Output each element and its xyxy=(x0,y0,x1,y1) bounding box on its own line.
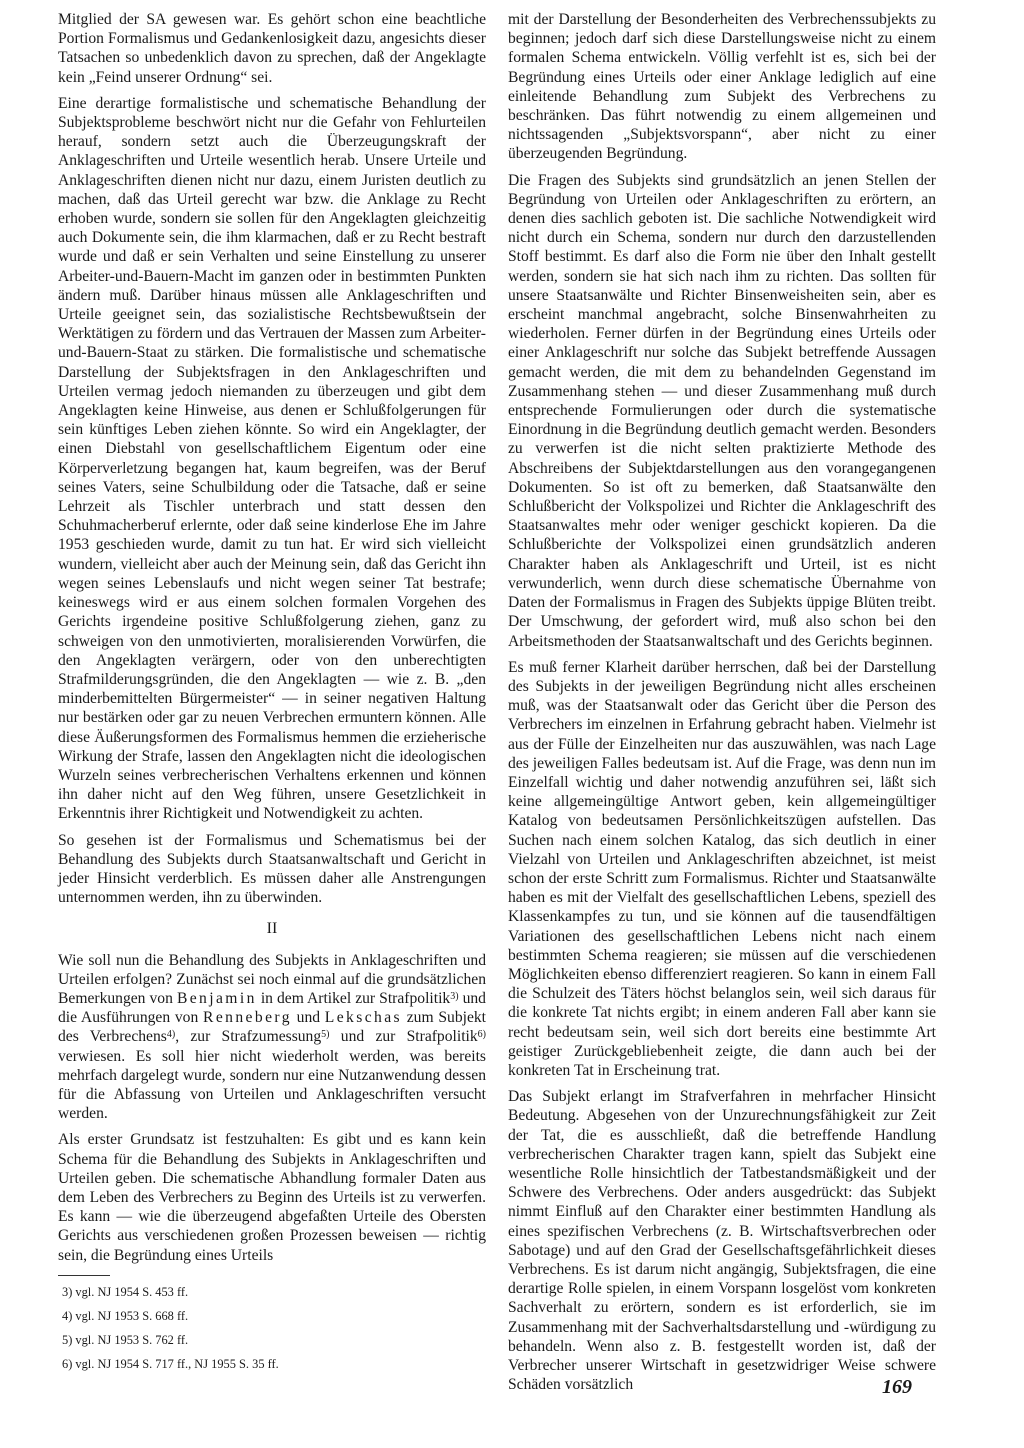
footnote-ref: 5) xyxy=(321,1029,330,1041)
footnote-ref: 3) xyxy=(450,990,459,1002)
footnote-divider xyxy=(58,1275,110,1276)
footnote: 6) vgl. NJ 1954 S. 717 ff., NJ 1955 S. 35 ff. xyxy=(62,1356,279,1371)
right-column xyxy=(508,10,936,1401)
page-number: 169 xyxy=(882,1376,912,1398)
paragraph: mit der Darstellung der Besonderheiten des Verbrechenssubjekts zu beginnen; jedoch darf sich diese Darstellungsweise nicht zu einem formalen Schema entwickeln. Völlig verfehlt ist es, sich bei der Begründung eines Urteils oder einer Anklage lediglich auf eine einleitende Behandlung zum Subjekt des Verbrechens zu beschränken. Das führt notwendig zu einem allgemeinen und nichtssagenden „Subjektsvorspann“, aber nicht zu einer überzeugenden Begründung. xyxy=(508,11,936,163)
paragraph: Mitglied der SA gewesen war. Es gehört schon eine beachtliche Portion Formalismus und Gedankenlosigkeit dazu, angesichts dieser Tatsachen so unbedenklich davon zu sprechen, daß der Angeklagte kein „Feind unserer Ordnung“ sei. xyxy=(58,11,486,86)
paragraph: So gesehen ist der Formalismus und Schematismus bei der Behandlung des Subjekts durch Staatsanwaltschaft und Gericht in jeder Hinsicht verderblich. Es müssen daher alle Anstrengungen unternommen werden, ihn zu überwinden. xyxy=(58,831,486,907)
section-heading: II xyxy=(266,920,278,938)
paragraph: Als erster Grundsatz ist festzuhalten: Es gibt und es kann kein Schema für die Behandlung des Subjekts in Anklageschriften und Urteilen geben. Die schematische Abhandlung formaler Daten aus dem Leben des Verbrechers zu Beginn des Urteils ist zu verwerfen. Es kann — wie die überzeugend abgefaßten Urteile des Obersten Gerichts aus verschiedenen großen Prozessen beweisen — richtig sein, die Begründung eines Urteils xyxy=(58,1131,486,1264)
author-name-renneberg: Renneberg xyxy=(203,1009,292,1027)
author-name-benjamin: Benjamin xyxy=(176,989,257,1007)
footnote: 5) vgl. NJ 1953 S. 762 ff. xyxy=(62,1332,189,1347)
paragraph: Wie soll nun die Behandlung des Subjekts in Anklageschriften und Urteilen erfolgen? Zunächst sei noch einmal auf die grundsätzlichen Bemerkungen von Benjamin in dem Artikel zur Strafpolitik$^{3)}$ und die Ausführungen von Renneberg und Lekschas zum Subjekt des Verbrechens$^{4)}$, zur Strafzumessung$^{5)}$ und zur Strafpolitik$^{6)}$ verwiesen. Es soll hier nicht wiederholt werden, was bereits mehrfach dargelegt wurde, sondern nur eine Nutzanwendung dessen für die Abfassung von Urteilen und Anklageschriften versucht werden. xyxy=(58,951,486,1123)
author-name-lekschas: Lekschas xyxy=(324,1009,403,1027)
paragraph: Es muß ferner Klarheit darüber herrschen, daß bei der Darstellung des Subjekts in der jeweiligen Begründung nicht alles erscheinen muß, was der Staatsanwalt oder das Gericht über die Person des Verbrechers im einzelnen in Erfahrung gebracht haben. Vielmehr ist aus der Fülle der Einzelheiten nur das auszuwählen, was nach Lage des jeweiligen Falles bedeutsam ist. Auf die Frage, was denn nun im Einzelfall wichtig und daher notwendig anzuführen sei, läßt sich keine allgemeingültige Antwort geben, kein allgemeingültiger Katalog von bedeutsamen Persönlichkeitszügen aufstellen. Das Suchen nach einem solchen Katalog, das sich deutlich in einer Vielzahl von Urteilen und Anklageschriften abzeichnet, ist meist schon der erste Schritt zum Formalismus. Richter und Staatsanwälte haben es mit der Vielfalt des gesellschaftlichen Lebens, speziell des Klassenkampfes zu tun, und sie können auf die tausendfältigen Variationen des gesellschaftlichen Lebens nicht nach einem bestimmten Schema reagieren; sie müssen auf die verschiedenen Möglichkeiten ebenso differenziert reagieren. So kann in einem Fall die Schulzeit des Täters höchst belanglos sein, weil sich daraus für die konkrete Tat nichts ergibt; in einem anderen Fall aber kann sie recht bedeutsam sein, weil sich dort bereits eine bestimmte Art geistiger Zurückgebliebenheit zeigte, die dann auch bei der konkreten Tat in Erscheinung trat. xyxy=(508,658,936,1079)
paragraph: Das Subjekt erlangt im Strafverfahren in mehrfacher Hinsicht Bedeutung. Abgesehen von der Unzurechnungsfähigkeit zur Zeit der Tat, die es ausschließt, daß die betreffende Handlung verbrecherischen Charakter tragen kann, spielt das Subjekt eine wesentliche Rolle hinsichtlich der Tatbestandsmäßigkeit und der Schwere des Verbrechens. Oder anders ausgedrückt: das Subjekt nimmt Einfluß auf den Charakter einer bestimmten Handlung als eines spezifischen Verbrechens (z. B. Wirtschaftsverbrechen oder Sabotage) und auf den Grad der Gesellschaftsgefährlichkeit dieses Verbrechens. Es ist darum nicht angängig, Subjektsfragen, die eine derartige Rolle spielen, in einem Vorspann losgelöst vom konkreten Sachverhalt zu erörtern, sondern es ist erforderlich, sie im Zusammenhang mit der Sachverhaltsdarstellung und -würdigung zu behandeln. Wenn also z. B. festgestellt worden ist, daß der Verbrecher unserer Wirtschaft in gesetzwidriger Weise schwere Schäden vorsätzlich xyxy=(508,1088,936,1394)
paragraph: Die Fragen des Subjekts sind grundsätzlich an jenen Stellen der Begründung von Urteilen oder Anklageschriften zu erörtern, an denen dies sachlich geboten ist. Die sachliche Notwendigkeit wird nicht durch ein Schema, sondern nur durch den darzustellenden Stoff bestimmt. Es darf also die Form nie über den Inhalt gestellt werden, sondern sie hat sich nach ihm zu richten. Das sollten für unsere Staatsanwälte und Richter Binsenweisheiten sein, aber es erscheint manchmal angebracht, solche Binsenwahrheiten zu wiederholen. Ferner dürfen in der Begründung eines Urteils oder einer Anklageschrift nur solche das Subjekt betreffende Aussagen gemacht werden, die mit dem zu behandelnden Gegenstand im Zusammenhang stehen — und dieser Zusammenhang muß durch entsprechende Formulierungen oder durch die systematische Einordnung in die Begründung deutlich gemacht werden. Besonders zu verwerfen ist die nicht selten praktizierte Methode des Abschreibens der Subjektdarstellungen aus den vorangegangenen Dokumenten. So ist oft zu bemerken, daß Staatsanwälte den Schlußbericht der Volkspolizei und Richter die Anklageschrift des Staatsanwaltes mehr oder weniger geschickt kopieren. Da die Schlußberichte der Volkspolizei einen grundsätzlich anderen Charakter haben als Anklageschrift und Urteil, ist es nicht verwunderlich, wenn durch diese schematische Übernahme von Daten der Formalismus in Fragen des Subjekts üppige Blüten treibt. Der Umschwung, der gefordert wird, muß also schon bei den Arbeitsmethoden der Staatsanwaltschaft und des Gerichts beginnen. xyxy=(508,171,936,650)
footnote: 4) vgl. NJ 1953 S. 668 ff. xyxy=(62,1308,189,1323)
footnote-ref: 6) xyxy=(477,1029,486,1041)
paragraph: Eine derartige formalistische und schematische Behandlung der Subjektsprobleme beschwört nicht nur die Gefahr von Fehlurteilen herauf, sondern setzt auch die Überzeugungskraft der Anklageschriften und Urteile wesentlich herab. Unsere Urteile und Anklageschriften dienen nicht nur dazu, einem Juristen deutlich zu machen, daß das Urteil gerecht war bzw. die Anklage zu Recht erhoben wurde, sondern sie sollen für den Angeklagten gleichzeitig auch Dokumente sein, die ihm klarmachen, daß er zu Recht bestraft wurde und daß er sein Verhalten und seine Einstellung zu unserer Arbeiter-und-Bauern-Macht im ganzen oder in bestimmten Punkten ändern muß. Darüber hinaus müssen alle Anklageschriften und Urteile geeignet sein, das sozialistische Rechtsbewußtsein der Werktätigen zu fördern und das Vertrauen der Massen zum Arbeiter-und-Bauern-Staat zu stärken. Die formalistische und schematische Darstellung der Subjektsfragen in den Anklageschriften und Urteilen vermag jedoch niemanden zu überzeugen und gibt dem Angeklagten keine Hinweise, aus denen er Schlußfolgerungen für sein künftiges Leben ziehen könnte. So wird ein Angeklagter, der einen Diebstahl von gesellschaftlichem Eigentum oder eine Körperverletzung begangen hat, kaum begreifen, was der Beruf seines Vaters, seine Schulbildung oder die Tatsache, daß er seine Lehrzeit als Tischler unterbrach und statt dessen den Schuhmacherberuf erlernte, oder daß seine kinderlose Ehe im Jahre 1953 geschieden wurde, damit zu tun hat. Er wird sich vielleicht wundern, vielleicht aber auch der Meinung sein, daß das Gericht ihn wegen seines Lebenslaufs und nicht wegen seiner Tat bestrafe; keineswegs wird er aus einem solchen formalen Vorgehen des Gerichts irgendeine positive Schlußfolgerung ziehen, ganz zu schweigen von den unmotivierten, moralisierenden Vorwürfen, die den Angeklagten verärgern, oder von den unberechtigten Strafmilderungsgründen, die den Angeklagten — wie z. B. „den minderbemittelten Bürgermeister“ — in seiner negativen Haltung nur bestärken oder gar zu neuen Verbrechen ermuntern können. Alle diese Äußerungsformen des Formalismus hemmen die erzieherische Wirkung der Strafe, lassen den Angeklagten nicht die ideologischen Wurzeln seines verbrecherischen Verhaltens erkennen und können ihn daher nicht auf den Weg führen, unsere Gesetzlichkeit in Erkenntnis ihrer Richtigkeit und Notwendigkeit zu achten. xyxy=(58,94,486,823)
footnote: 3) vgl. NJ 1954 S. 453 ff. xyxy=(62,1284,189,1299)
footnote-ref: 4) xyxy=(166,1029,176,1041)
left-column xyxy=(58,10,486,1380)
